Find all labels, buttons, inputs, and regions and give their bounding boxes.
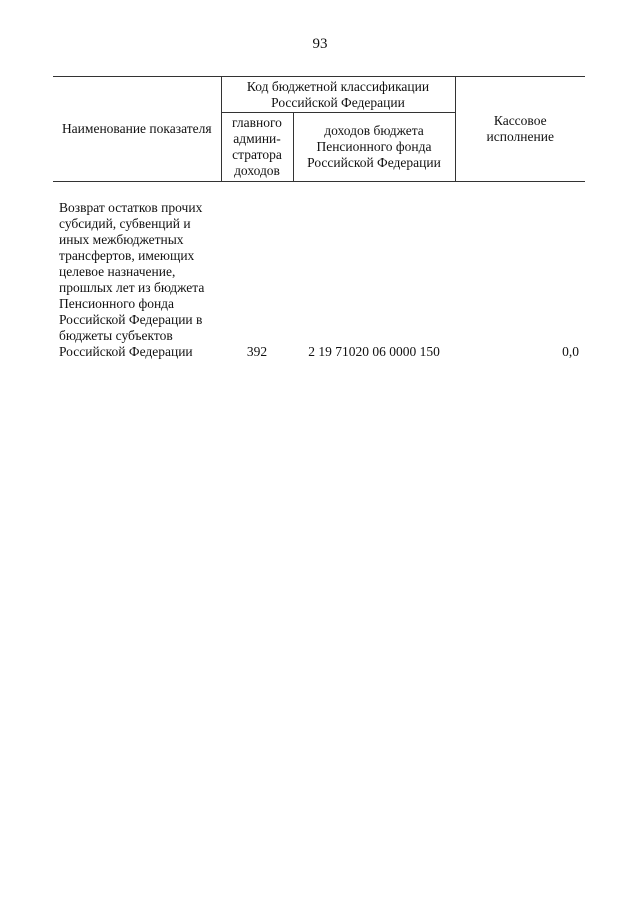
header-name: Наименование показателя [53,77,221,182]
header-admin: главного админи-стратора доходов [221,113,293,182]
row-revenue-code: 2 19 71020 06 0000 150 [308,344,440,359]
table-row [53,182,585,361]
table-header-row-1 [53,77,585,113]
header-revenue: доходов бюджета Пенсионного фонда Российской Федерации [293,113,455,182]
row-execution: 0,0 [562,344,579,359]
page-number: 93 [312,36,328,52]
budget-execution-table [53,76,585,360]
row-admin-code: 392 [246,344,268,359]
row-name: Возврат остатков прочих субсидий, субвенций и иных межбюджетных трансфертов, имеющих целевое назначение, прошлых лет из бюджета Пенсионного фонда Российской Федерации в бюджеты субъектов Российской Федерации [59,200,205,359]
header-code-group: Код бюджетной классификации Российской Федерации [221,77,455,113]
header-execution: Кассовое исполнение [455,77,585,182]
